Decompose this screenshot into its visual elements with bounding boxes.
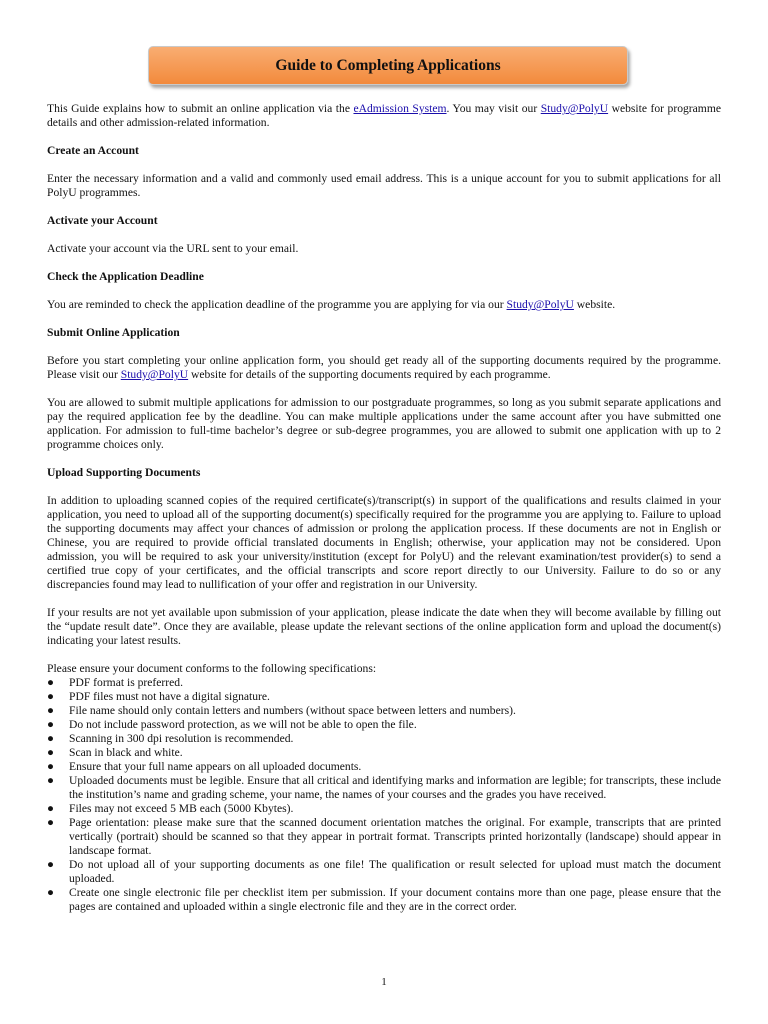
- list-item: ● Ensure that your full name appears on all uploaded documents.: [47, 760, 362, 773]
- submit-heading: Submit Online Application: [47, 326, 180, 339]
- activate-account-text: Activate your account via the URL sent to your email.: [47, 242, 299, 255]
- title-banner: [148, 46, 628, 85]
- list-item: ● PDF format is preferred.: [47, 676, 183, 689]
- list-item: ● PDF files must not have a digital signature.: [47, 690, 270, 703]
- study-polyu-link[interactable]: Study@PolyU: [506, 298, 574, 311]
- intro-paragraph: This Guide explains how to submit an online application via the eAdmission System. You may visit our Study@PolyU website for programme details and other admission-related information.: [47, 102, 721, 129]
- upload-paragraph-1: In addition to uploading scanned copies of the required certificate(s)/transcript(s) in support of the qualifications and results claimed in your application, you need to upload all of the supporting document(s) specifically required for the programme you are applying to. Failure to upload the supporting documents may affect your chances of admission or prolong the application process. If these documents are not in English or Chinese, you are required to provide official translated documents in English; otherwise, your application may not be considered. Upon admission, you will be required to ask your university/institution (except for PolyU) and the relevant examination/test provider(s) to send a certified true copy of your certificates, and the official transcripts and score report directly to our University. Failure to do so or any discrepancies found may lead to nullification of your offer and registration in our University.: [47, 494, 721, 591]
- list-item: ● File name should only contain letters and numbers (without space between letters and numbers).: [47, 704, 516, 717]
- page-number: 1: [381, 976, 387, 988]
- list-item: ● Create one single electronic file per checklist item per submission. If your document contains more than one page, please ensure that the pages are contained and uploaded within a single electronic file and they are in the correct order.: [47, 886, 721, 913]
- eadmission-system-link[interactable]: eAdmission System: [353, 102, 447, 115]
- specifications-list: [47, 676, 721, 914]
- list-item: ● Page orientation: please make sure that the scanned document orientation matches the original. For example, transcripts that are printed vertically (portrait) should be scanned so that they appear in portrait format. Transcripts printed horizontally (landscape) should appear in landscape format.: [47, 816, 721, 857]
- submit-paragraph-2: You are allowed to submit multiple applications for admission to our postgraduate programmes, so long as you submit separate applications and pay the required application fee by the deadline. You can make multiple applications under the same account after you have submitted one application. For admission to full-time bachelor’s degree or sub-degree programmes, you are allowed to submit one application with up to 2 programme choices only.: [47, 396, 721, 451]
- upload-paragraph-2: If your results are not yet available upon submission of your application, please indicate the date when they will become available by filling out the “update result date”. Once they are available, please update the relevant sections of the online application form and upload the document(s) indicating your latest results.: [47, 606, 721, 647]
- page-title: Guide to Completing Applications: [275, 56, 501, 74]
- study-polyu-link[interactable]: Study@PolyU: [120, 368, 189, 381]
- list-item: ● Files may not exceed 5 MB each (5000 Kbytes).: [47, 802, 294, 815]
- activate-account-heading: Activate your Account: [47, 214, 158, 227]
- list-item: ● Scanning in 300 dpi resolution is recommended.: [47, 732, 294, 745]
- list-item: ● Do not include password protection, as we will not be able to open the file.: [47, 718, 417, 731]
- specifications-intro: Please ensure your document conforms to the following specifications:: [47, 662, 377, 675]
- submit-paragraph-1: Before you start completing your online application form, you should get ready all of the supporting documents required by the programme. Please visit our Study@PolyU website for details of the supporting documents required by each programme.: [47, 354, 721, 381]
- document-body: [47, 102, 721, 914]
- create-account-heading: Create an Account: [47, 144, 139, 157]
- deadline-text: You are reminded to check the application deadline of the programme you are applying for via our Study@PolyU website.: [47, 298, 616, 311]
- study-polyu-link[interactable]: Study@PolyU: [540, 102, 609, 115]
- list-item: ● Do not upload all of your supporting documents as one file! The qualification or result selected for upload must match the document uploaded.: [47, 858, 721, 885]
- upload-heading: Upload Supporting Documents: [47, 466, 201, 479]
- create-account-text: Enter the necessary information and a valid and commonly used email address. This is a unique account for you to submit applications for all PolyU programmes.: [47, 172, 721, 199]
- list-item: ● Scan in black and white.: [47, 746, 183, 759]
- deadline-heading: Check the Application Deadline: [47, 270, 204, 283]
- list-item: ● Uploaded documents must be legible. Ensure that all critical and identifying marks and information are legible; for transcripts, these include the institution’s name and grading scheme, your name, the names of your courses and the grades you have received.: [47, 774, 721, 801]
